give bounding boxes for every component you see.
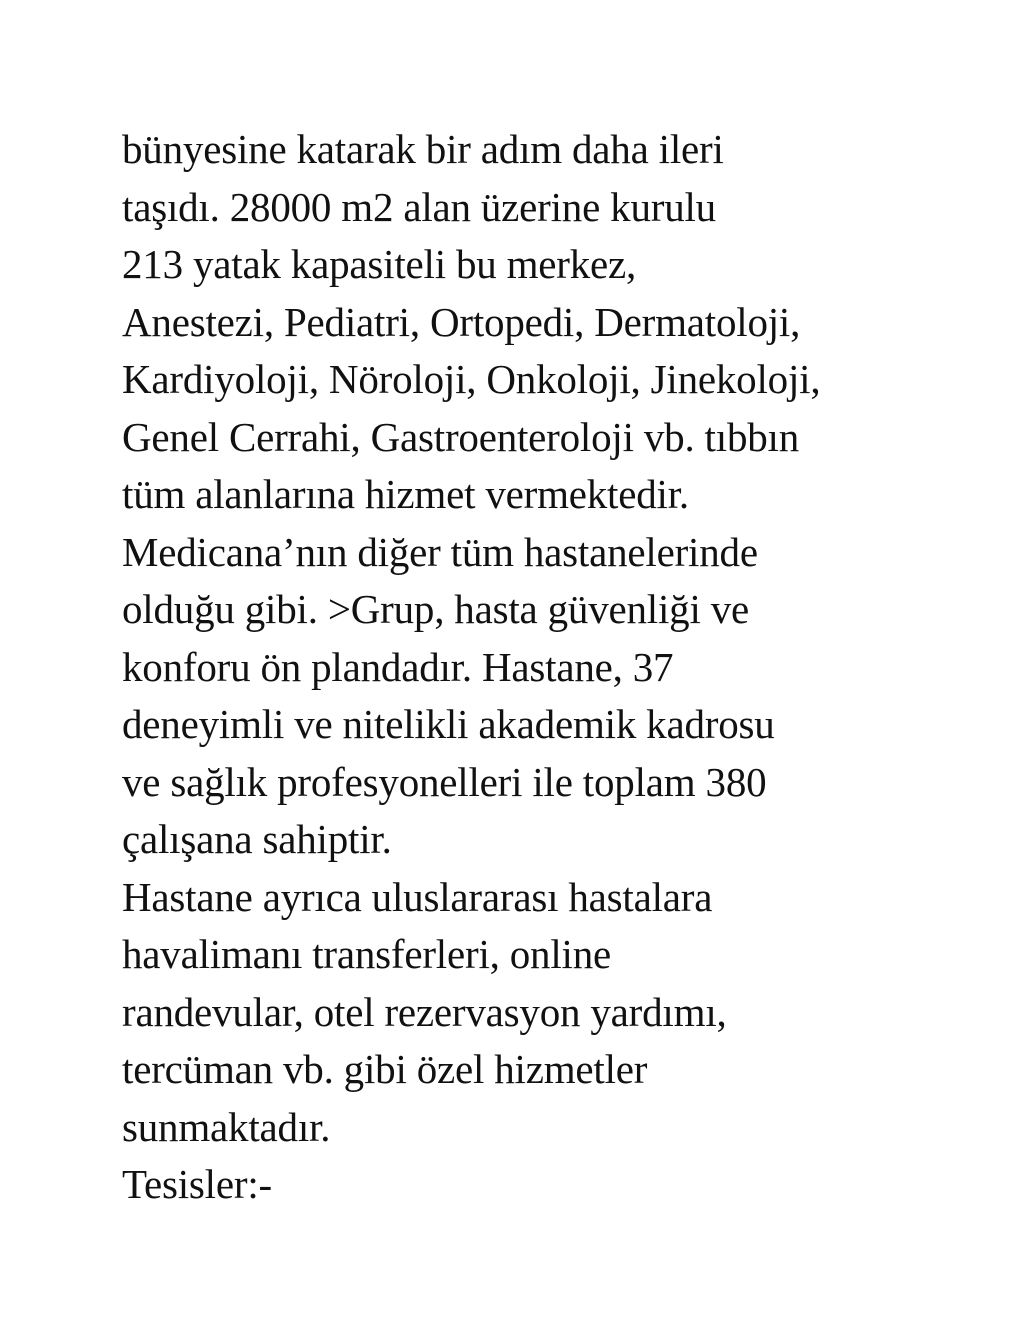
text-line: bünyesine katarak bir adım daha ileri <box>122 126 724 172</box>
text-line: Medicana’nın diğer tüm hastanelerinde <box>122 528 758 575</box>
text-line: konforu ön plandadır. Hastane, 37 <box>122 643 674 690</box>
text-line: ve sağlık profesyonelleri ile toplam 380 <box>122 758 767 805</box>
text-line: Hastane ayrıca uluslararası hastalara <box>122 873 713 920</box>
section-heading: Tesisler:- <box>122 1161 272 1207</box>
text-line: sunmaktadır. <box>122 1103 331 1150</box>
text-line: Genel Cerrahi, Gastroenteroloji vb. tıbbın <box>122 413 800 460</box>
text-line: Kardiyoloji, Nöroloji, Onkoloji, Jinekoloji, <box>122 356 821 402</box>
text-line: 213 yatak kapasiteli bu merkez, <box>122 241 637 287</box>
text-line: çalışana sahiptir. <box>122 816 392 862</box>
text-line: havalimanı transferleri, online <box>122 931 612 977</box>
text-line: tercüman vb. gibi özel hizmetler <box>122 1046 648 1092</box>
text-line: randevular, otel rezervasyon yardımı, <box>122 988 727 1035</box>
text-line: taşıdı. 28000 m2 alan üzerine kurulu <box>122 183 716 230</box>
text-line: deneyimli ve nitelikli akademik kadrosu <box>122 701 775 747</box>
text-line: tüm alanlarına hizmet vermektedir. <box>122 471 689 517</box>
text-line: olduğu gibi. >Grup, hasta güvenliği ve <box>122 586 750 632</box>
body-text <box>122 121 982 1214</box>
text-line: Anestezi, Pediatri, Ortopedi, Dermatoloji, <box>122 298 801 345</box>
